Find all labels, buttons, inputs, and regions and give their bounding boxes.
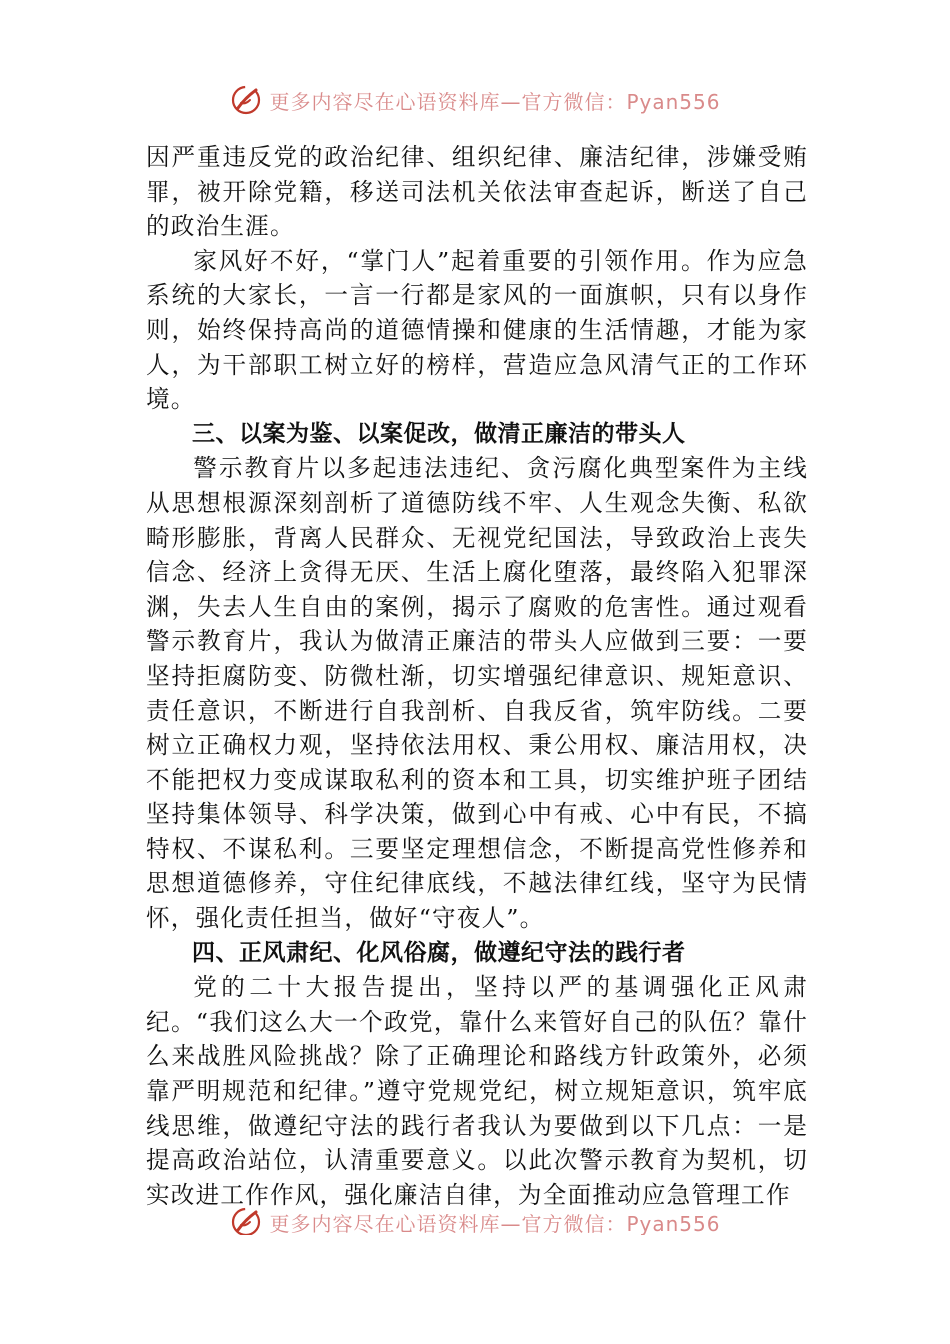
watermark-text-footer: 更多内容尽在心语资料库—官方微信：Pyan556 bbox=[269, 1211, 721, 1235]
paragraph-warning-education: 警示教育片以多起违法违纪、贪污腐化典型案件为主线从思想根源深刻剖析了道德防线不牢、人生观念失衡、私欲畸形膨胀，背离人民群众、无视党纪国法，导致政治上丧失信念、经济上贪得无厌、生活上腐化堕落，最终陷入犯罪深渊，失去人生自由的案例，揭示了腐败的危害性。通过观看警示教育片，我认为做清正廉洁的带头人应做到三要：一要坚持拒腐防变、防微杜渐，切实增强纪律意识、规矩意识、责任意识，不断进行自我剖析、自我反省，筑牢防线。二要树立正确权力观，坚持依法用权、秉公用权、廉洁用权，决不能把权力变成谋取私利的资本和工具，切实维护班子团结坚持集体领导、科学决策，做到心中有戒、心中有民，不搞特权、不谋私利。三要坚定理想信念，不断提高党性修养和思想道德修养，守住纪律底线，不越法律红线，坚守为民情怀，强化责任担当，做好“守夜人”。 bbox=[146, 454, 808, 933]
watermark-header bbox=[0, 80, 950, 120]
paragraph-continued: 因严重违反党的政治纪律、组织纪律、廉洁纪律，涉嫌受贿罪，被开除党籍，移送司法机关依法审查起诉，断送了自己的政治生涯。 bbox=[146, 143, 808, 241]
paragraph-discipline: 党的二十大报告提出，坚持以严的基调强化正风肃纪。“我们这么大一个政党，靠什么来管好自己的队伍？靠什么来战胜风险挑战？除了正确理论和路线方针政策外，必须靠严明规范和纪律。”遵守党规党纪，树立规矩意识，筑牢底线思维，做遵纪守法的践行者我认为要做到以下几点：一是提高政治站位，认清重要意义。以此次警示教育为契机，切实改进工作作风，强化廉洁自律，为全面推动应急管理工作 bbox=[146, 973, 808, 1209]
watermark-text: 更多内容尽在心语资料库—官方微信：Pyan556 bbox=[269, 89, 721, 114]
watermark-footer bbox=[0, 1205, 950, 1235]
section-heading-4: 四、正风肃纪、化风俗腐，做遵纪守法的践行者 bbox=[192, 939, 686, 966]
section-heading-3: 三、以案为鉴、以案促改，做清正廉洁的带头人 bbox=[192, 420, 686, 447]
document-body bbox=[146, 140, 808, 1212]
paragraph-family-style: 家风好不好，“掌门人”起着重要的引领作用。作为应急系统的大家长，一言一行都是家风的一面旗帜，只有以身作则，始终保持高尚的道德情操和健康的生活情趣，才能为家人，为干部职工树立好的榜样，营造应急风清气正的工作环境。 bbox=[146, 246, 808, 414]
brush-seal-logo-icon bbox=[229, 83, 263, 117]
brush-seal-logo-icon bbox=[229, 1205, 263, 1235]
